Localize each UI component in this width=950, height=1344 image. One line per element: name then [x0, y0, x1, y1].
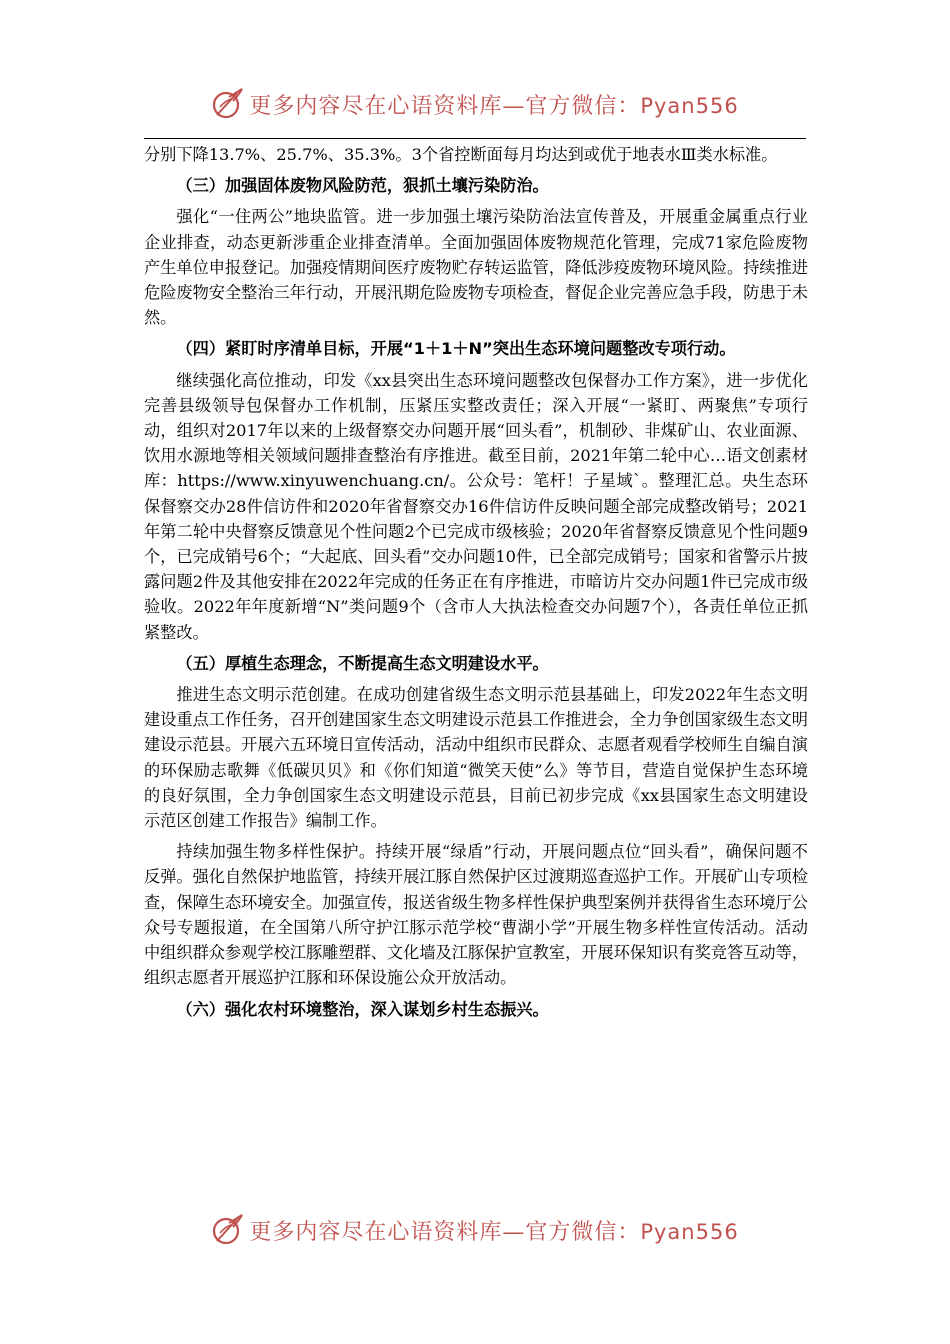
section-heading: （六）强化农村环境整治，深入谋划乡村生态振兴。: [176, 999, 549, 1019]
body-paragraph: 分别下降13.7%、25.7%、35.3%。3个省控断面每月均达到或优于地表水Ⅲ类水标准。: [144, 145, 778, 164]
banner-text: 更多内容尽在心语资料库—官方微信：Pyan556: [249, 93, 739, 119]
banner-text: 更多内容尽在心语资料库—官方微信：Pyan556: [249, 1219, 739, 1245]
header-banner: [0, 84, 950, 124]
quill-logo-icon: [211, 1213, 245, 1247]
document-body: [144, 142, 808, 1022]
quill-logo-icon: [211, 87, 245, 121]
header-rule: [144, 138, 806, 139]
section-heading: （四）紧盯时序清单目标，开展“1＋1＋N”突出生态环境问题整改专项行动。: [176, 339, 736, 359]
section-heading: （三）加强固体废物风险防范，狠抓土壤污染防治。: [176, 176, 549, 196]
body-paragraph: 继续强化高位推动，印发《xx县突出生态环境问题整改包保督办工作方案》，进一步优化完善县级领导包保督办工作机制，压紧压实整改责任；深入开展“一紧盯、两聚焦”专项行动，组织对2017年以来的上级督察交办问题开展“回头看”，机制砂、非煤矿山、农业面源、饮用水源地等相关领域问题排查整治有序推进。截至目前，2021年第二轮中心…语文创素材库：https://www.xinyuwenchuang.cn/。公众号：笔杆！子星域`。整理汇总。央生态环保督察交办28件信访件和2020年省督察交办16件信访件反映问题全部完成整改销号；2021年第二轮中央督察反馈意见个性问题2个已完成市级核验；2020年省督察反馈意见个性问题9个，已完成销号6个；“大起底、回头看”交办问题10件，已全部完成销号；国家和省警示片披露问题2件及其他安排在2022年完成的任务正在有序推进，市暗访片交办问题1件已完成市级验收。2022年年度新增“N”类问题9个（含市人大执法检查交办问题7个），各责任单位正抓紧整改。: [144, 370, 808, 642]
wechat-account: Pyan556: [640, 93, 739, 118]
body-paragraph: 强化“一住两公”地块监管。进一步加强土壤污染防治法宣传普及，开展重金属重点行业企业排查，动态更新涉重企业排查清单。全面加强固体废物规范化管理，完成71家危险废物产生单位申报登记。加强疫情期间医疗废物贮存转运监管，降低涉疫废物环境风险。持续推进危险废物安全整治三年行动，开展汛期危险废物专项检查，督促企业完善应急手段，防患于未然。: [144, 207, 808, 328]
footer-banner: [0, 1210, 950, 1250]
body-paragraph: 持续加强生物多样性保护。持续开展“绿盾”行动，开展问题点位“回头看”，确保问题不反弹。强化自然保护地监管，持续开展江豚自然保护区过渡期巡查巡护工作。开展矿山专项检查，保障生态环境安全。加强宣传，报送省级生物多样性保护典型案例并获得省生态环境厅公众号专题报道，在全国第八所守护江豚示范学校“曹湖小学”开展生物多样性宣传活动。活动中组织群众参观学校江豚雕塑群、文化墙及江豚保护宣教室，开展环保知识有奖竞答互动等，组织志愿者开展巡护江豚和环保设施公众开放活动。: [144, 842, 808, 988]
wechat-account: Pyan556: [640, 1219, 739, 1244]
body-paragraph: 推进生态文明示范创建。在成功创建省级生态文明示范县基础上，印发2022年生态文明建设重点工作任务，召开创建国家生态文明建设示范县工作推进会，全力争创国家级生态文明建设示范县。开展六五环境日宣传活动，活动中组织市民群众、志愿者观看学校师生自编自演的环保励志歌舞《低碳贝贝》和《你们知道“微笑天使”么》等节目，营造自觉保护生态环境的良好氛围，全力争创国家生态文明建设示范县，目前已初步完成《xx县国家生态文明建设示范区创建工作报告》编制工作。: [144, 685, 808, 831]
section-heading: （五）厚植生态理念，不断提高生态文明建设水平。: [176, 653, 549, 673]
